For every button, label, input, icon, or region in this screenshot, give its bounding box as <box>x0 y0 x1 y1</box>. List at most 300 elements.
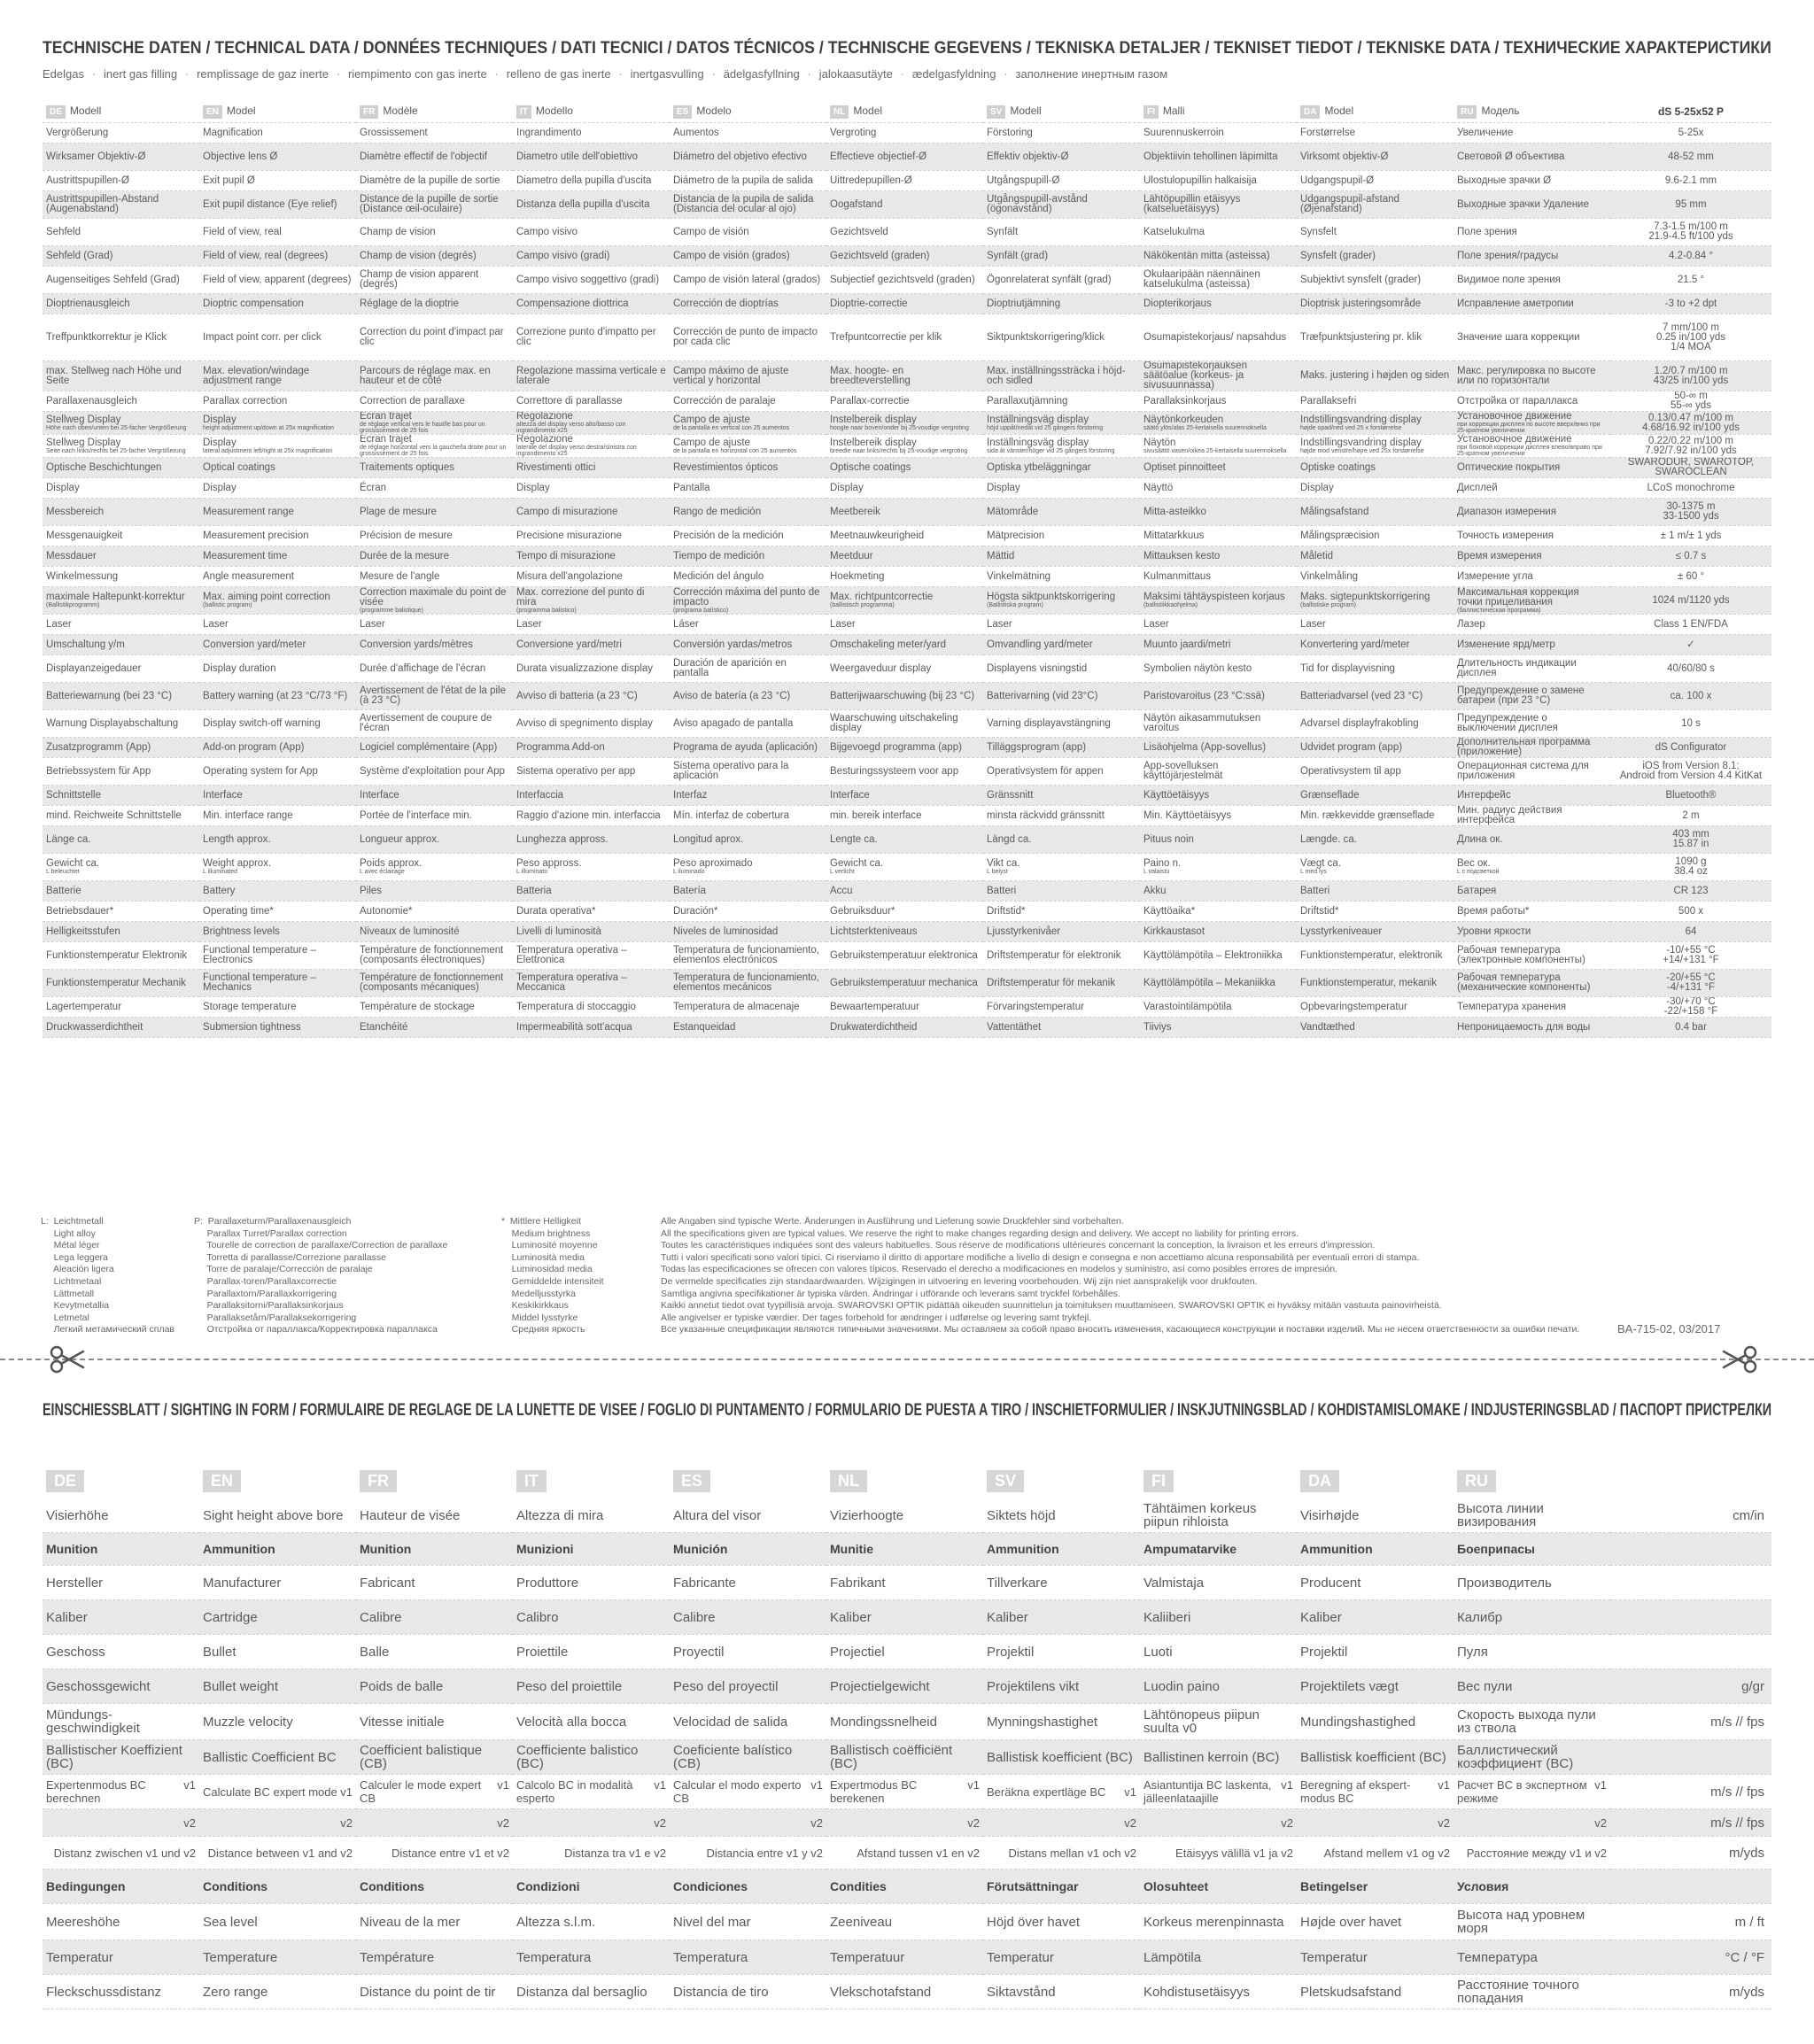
spec-label-cell <box>513 587 670 615</box>
header-cell <box>356 101 513 123</box>
spec-label-cell <box>513 1018 670 1038</box>
spec-label: Ögonrelaterat synfält (grad) <box>987 274 1112 285</box>
spec-label-cell <box>826 806 983 826</box>
form-label: Peso del proyectil <box>673 1678 779 1694</box>
spec-label-cell <box>983 942 1140 970</box>
spec-label-cell <box>826 123 983 143</box>
language-code-badge: DA <box>1300 1470 1339 1492</box>
spec-label: Dioptrienausgleich <box>46 298 130 309</box>
spec-value-cell <box>1610 499 1771 526</box>
form-label: Afstand mellem v1 og v2 <box>1323 1846 1450 1860</box>
spec-row <box>43 738 1771 758</box>
spec-label: Interface <box>360 789 399 801</box>
spec-label-cell <box>356 758 513 786</box>
spec-label-cell <box>1454 902 1610 922</box>
form-cell <box>199 1740 356 1775</box>
spec-label: Operativsystem för appen <box>987 765 1104 777</box>
spec-row <box>43 361 1771 391</box>
spec-label-cell <box>356 738 513 758</box>
spec-label-cell <box>356 567 513 587</box>
spec-label-cell <box>826 587 983 615</box>
spec-label-cell <box>199 391 356 412</box>
spec-label-cell <box>1297 219 1454 246</box>
form-cell <box>1140 1635 1297 1669</box>
form-label: Вес пули <box>1457 1678 1513 1694</box>
spec-value: 4.2-0.84 ° <box>1669 250 1713 261</box>
spec-label: Gezichtsveld <box>830 226 888 237</box>
spec-label-cell <box>43 478 199 499</box>
spec-label: Measurement range <box>203 506 294 517</box>
spec-label-cell <box>1454 219 1610 246</box>
spec-sublabel: L avec éclairage <box>360 869 405 875</box>
spec-label-cell <box>1454 881 1610 902</box>
spec-sublabel: (Ballistikprogramm) <box>46 602 100 608</box>
spec-label-cell <box>826 922 983 942</box>
spec-label: Utgångspupill-avstånd (ögonavstånd) <box>987 194 1088 214</box>
spec-label-cell <box>1454 854 1610 881</box>
spec-label: Helligkeitsstufen <box>46 925 120 937</box>
spec-label: Campo visivo (gradi) <box>516 250 610 261</box>
spec-label-cell <box>513 546 670 567</box>
language-code-badge: DE <box>46 105 66 119</box>
spec-label: Dioptriutjämning <box>987 298 1061 309</box>
spec-value: 403 mm 15.87 in <box>1672 829 1709 849</box>
velocity-tag: v1 <box>810 1778 823 1792</box>
spec-label-cell <box>43 710 199 738</box>
spec-label: Driftstemperatur för elektronik <box>987 949 1121 961</box>
spec-label-cell <box>983 587 1140 615</box>
spec-label: max. Stellweg nach Höhe und Seite <box>46 365 182 386</box>
spec-label-cell <box>356 412 513 435</box>
form-cell <box>1140 1740 1297 1775</box>
model-label: Model <box>1324 104 1354 117</box>
spec-label-cell <box>356 123 513 143</box>
form-label: Calcular el modo experto CB <box>673 1778 802 1805</box>
spec-label-cell <box>43 267 199 294</box>
spec-label-cell <box>43 587 199 615</box>
form-row <box>43 1704 1771 1740</box>
spec-value-cell <box>1610 171 1771 191</box>
form-cell <box>670 1775 826 1809</box>
velocity-tag: v2 <box>340 1816 353 1830</box>
spec-value: 10 s <box>1681 717 1701 729</box>
form-label: Distance between v1 and v2 <box>207 1846 353 1860</box>
form-cell <box>1297 1775 1454 1809</box>
spec-value: LCoS monochrome <box>1647 482 1735 493</box>
language-header-cell <box>983 1463 1140 1498</box>
spec-label: Storage temperature <box>203 1001 297 1012</box>
form-label: Meereshöhe <box>46 1914 120 1930</box>
spec-label-cell <box>1140 902 1297 922</box>
form-cell <box>983 1837 1140 1870</box>
spec-label-cell <box>1297 615 1454 635</box>
spec-label: Osumapistekorjauksen säätöalue (korkeus- ja sivusuunnassa) <box>1143 360 1247 391</box>
subtitle-item: ädelgasfyllning <box>723 67 800 81</box>
form-cell <box>199 1498 356 1533</box>
form-cell <box>1140 1566 1297 1600</box>
form-label: Geschossgewicht <box>46 1678 151 1694</box>
form-label: Conditions <box>203 1878 268 1893</box>
spec-sublabel: L valaistu <box>1143 869 1170 875</box>
spec-label-cell <box>513 361 670 391</box>
spec-label: Ulostulopupillin halkaisija <box>1143 174 1257 186</box>
form-cell <box>983 1669 1140 1704</box>
language-code-badge: NL <box>830 105 849 119</box>
spec-label-cell <box>670 1018 826 1038</box>
form-unit: m/s // fps <box>1710 1784 1764 1800</box>
form-label: Lämpötila <box>1143 1949 1202 1965</box>
form-label: Calibre <box>360 1609 402 1625</box>
spec-label: Рабочая температура (механические компоненты) <box>1457 972 1591 993</box>
spec-label: Akku <box>1143 885 1167 896</box>
spec-label: Выходные зрачки Удаление <box>1457 198 1589 210</box>
form-label: Producent <box>1300 1575 1361 1591</box>
form-cell <box>670 1904 826 1940</box>
spec-label-cell <box>826 942 983 970</box>
spec-label-cell <box>1140 997 1297 1018</box>
spec-label-cell <box>43 143 199 171</box>
spec-label-cell <box>356 902 513 922</box>
spec-label-cell <box>983 294 1140 314</box>
spec-value-cell <box>1610 361 1771 391</box>
spec-label-cell <box>43 970 199 997</box>
spec-value-cell <box>1610 655 1771 683</box>
spec-label-cell <box>199 655 356 683</box>
spec-row <box>43 635 1771 655</box>
spec-label: Pantalla <box>673 482 710 493</box>
form-unit-cell <box>1610 1775 1771 1809</box>
spec-label-cell <box>1297 738 1454 758</box>
spec-label: Max. elevation/windage adjustment range <box>203 365 310 386</box>
spec-label: Интерфейс <box>1457 789 1511 801</box>
language-header-cell <box>1454 1463 1610 1498</box>
spec-label-cell <box>1297 881 1454 902</box>
spec-label-cell <box>1454 458 1610 478</box>
spec-label: Temperatura di stoccaggio <box>516 1001 636 1012</box>
spec-label-cell <box>826 546 983 567</box>
form-label: Visierhöhe <box>46 1507 109 1523</box>
form-unit-cell <box>1610 1975 1771 2009</box>
spec-label-cell <box>513 655 670 683</box>
language-header-cell <box>1140 1463 1297 1498</box>
form-cell <box>670 1704 826 1740</box>
spec-label: Compensazione diottrica <box>516 298 629 309</box>
spec-label-cell <box>826 902 983 922</box>
spec-label-cell <box>1454 786 1610 806</box>
spec-label: Laser <box>203 618 229 630</box>
form-label: Geschoss <box>46 1644 105 1660</box>
spec-label: Stellweg Display <box>46 414 121 425</box>
spec-value-cell <box>1610 683 1771 710</box>
form-label: Fleckschussdistanz <box>46 1984 162 2000</box>
spec-sublabel: de la pantalla en horizontal con 25 aumentos <box>673 447 797 454</box>
spec-value-cell <box>1610 143 1771 171</box>
spec-label-cell <box>1297 361 1454 391</box>
spec-label-cell <box>43 294 199 314</box>
form-label: Projektil <box>1300 1644 1348 1660</box>
spec-label-cell <box>513 615 670 635</box>
form-cell <box>356 1669 513 1704</box>
spec-label-cell <box>983 970 1140 997</box>
spec-label-cell <box>826 615 983 635</box>
form-cell <box>356 1635 513 1669</box>
form-cell <box>356 1740 513 1775</box>
form-cell <box>1297 1975 1454 2009</box>
spec-label-cell <box>1454 970 1610 997</box>
form-label: Distance entre v1 et v2 <box>391 1846 509 1860</box>
model-label: Modèle <box>383 104 418 117</box>
spec-label-cell <box>1297 526 1454 546</box>
form-label: Beräkna expertläge BC <box>987 1785 1106 1799</box>
form-cell <box>826 1498 983 1533</box>
spec-value-cell <box>1610 435 1771 458</box>
spec-label-cell <box>1454 942 1610 970</box>
form-label: Расстояние между v1 и v2 <box>1466 1846 1607 1860</box>
spec-label: Niveles de luminosidad <box>673 925 779 937</box>
spec-label: Optiske coatings <box>1300 461 1376 473</box>
form-unit-cell <box>1610 1837 1771 1870</box>
spec-row <box>43 499 1771 526</box>
spec-label-cell <box>1140 267 1297 294</box>
header-cell <box>199 101 356 123</box>
spec-label: Réglage de la dioptrie <box>360 298 459 309</box>
form-cell <box>356 1809 513 1837</box>
form-cell <box>513 1669 670 1704</box>
form-label: Calcolo BC in modalità esperto <box>516 1778 633 1805</box>
spec-label-cell <box>1140 546 1297 567</box>
spec-label: Gebruikstemperatuur elektronica <box>830 949 978 961</box>
form-cell <box>826 1635 983 1669</box>
form-row <box>43 1904 1771 1940</box>
spec-label-cell <box>199 1018 356 1038</box>
form-cell <box>826 1940 983 1975</box>
spec-label-cell <box>199 526 356 546</box>
spec-label: Bewaartemperatuur <box>830 1001 919 1012</box>
spec-label: Synfält <box>987 226 1019 237</box>
form-label: Projectiel <box>830 1644 885 1660</box>
spec-sublabel: (ballistisch programma) <box>830 602 895 608</box>
form-cell <box>1297 1870 1454 1904</box>
velocity-tag: v2 <box>654 1816 666 1830</box>
spec-label: Поле зрения <box>1457 226 1517 237</box>
spec-label: minsta räckvidd gränssnitt <box>987 809 1105 821</box>
spec-label: Käyttölämpötila – Mekaniikka <box>1143 977 1275 988</box>
subtitle-separator: · <box>494 67 499 81</box>
form-label: Temperature <box>203 1949 278 1965</box>
form-cell <box>43 1635 199 1669</box>
spec-row <box>43 710 1771 738</box>
form-cell <box>1454 1940 1610 1975</box>
header-cell <box>1297 101 1454 123</box>
spec-label-cell <box>983 143 1140 171</box>
spec-label-cell <box>199 412 356 435</box>
form-cell <box>670 1740 826 1775</box>
spec-label: Mätområde <box>987 506 1039 517</box>
form-section-header <box>43 1870 1771 1904</box>
spec-value: ca. 100 x <box>1670 690 1712 701</box>
spec-label-cell <box>356 806 513 826</box>
form-label: Tillverkare <box>987 1575 1048 1591</box>
language-header-cell <box>356 1463 513 1498</box>
spec-label: Exit pupil Ø <box>203 174 255 186</box>
spec-label-cell <box>43 786 199 806</box>
spec-row <box>43 191 1771 219</box>
spec-sublabel: hoogte naar boven/onder bij 25-voudige vergroting <box>830 424 969 431</box>
spec-label: Batteriadvarsel (ved 23 °C) <box>1300 690 1423 701</box>
form-cell <box>826 1870 983 1904</box>
spec-label-cell <box>983 854 1140 881</box>
spec-label-cell <box>43 635 199 655</box>
spec-label-cell <box>199 758 356 786</box>
spec-value-cell <box>1610 567 1771 587</box>
spec-label: Förvaringstemperatur <box>987 1001 1084 1012</box>
spec-label: Exit pupil distance (Eye relief) <box>203 198 337 210</box>
spec-value: Bluetooth® <box>1665 789 1717 801</box>
spec-label: Sistema operativo para la aplicación <box>673 761 789 781</box>
form-cell <box>513 1533 670 1566</box>
spec-label-cell <box>43 922 199 942</box>
spec-label: Displayens visningstid <box>987 662 1088 674</box>
spec-label-cell <box>1140 499 1297 526</box>
spec-label: Programma Add-on <box>516 741 605 753</box>
form-label: Kaliber <box>987 1609 1028 1625</box>
spec-label-cell <box>513 635 670 655</box>
form-label: Kaliiberi <box>1143 1609 1191 1625</box>
spec-label-cell <box>983 458 1140 478</box>
spec-label-cell <box>356 826 513 854</box>
spec-label: Avertissement de l'état de la pile (à 23 °C) <box>360 685 506 706</box>
spec-label-cell <box>199 361 356 391</box>
spec-label: Batteri <box>1300 885 1330 896</box>
spec-label: Pituus noin <box>1143 833 1194 845</box>
spec-label: Winkelmessung <box>46 570 119 582</box>
form-label: Vizierhoogte <box>830 1507 904 1523</box>
form-label: Temperatura <box>516 1949 592 1965</box>
spec-label-cell <box>670 478 826 499</box>
spec-value: 95 mm <box>1675 198 1707 210</box>
spec-value: 48-52 mm <box>1668 151 1714 162</box>
spec-value-cell <box>1610 546 1771 567</box>
form-cell <box>670 1566 826 1600</box>
spec-label: Vattentäthet <box>987 1021 1042 1033</box>
spec-value-cell <box>1610 391 1771 412</box>
spec-label-cell <box>1297 806 1454 826</box>
spec-label: Vergroting <box>830 127 877 138</box>
spec-label-cell <box>43 499 199 526</box>
header-cell <box>826 101 983 123</box>
note-parallax: P: Parallaxeturm/Parallaxenausgleich Parallax Turret/Parallax correction Tourelle de correction de parallaxe/Correction de parallaxe Torretta di parallasse/Correzione parallasse Torre de paralaje/Corrección de paralaje Parallax-toren/Parallaxcorrectie Parallaxtorn/Parallaxkorrigering Parallaksitorni/Parallaksinkorjaus Parallaksetårn/Parallaksekorrigering Отстройка от параллакса/Корректировка параллакса <box>194 1216 448 1336</box>
form-unit: m/yds <box>1728 1984 1764 2000</box>
spec-label-cell <box>43 391 199 412</box>
spec-label-cell <box>199 710 356 738</box>
spec-label: Correzione punto d'impatto per clic <box>516 327 656 347</box>
spec-label-cell <box>356 635 513 655</box>
spec-label-cell <box>1297 435 1454 458</box>
spec-label-cell <box>670 881 826 902</box>
form-label: Ammunition <box>987 1541 1059 1556</box>
form-label: Coeficiente balístico (CB) <box>673 1743 793 1771</box>
spec-label-cell <box>1297 143 1454 171</box>
language-header-cell <box>513 1463 670 1498</box>
spec-label: Mittauksen kesto <box>1143 550 1221 561</box>
form-cell <box>1140 1837 1297 1870</box>
spec-row <box>43 997 1771 1018</box>
spec-label: Предупреждение о замене батареи (при 23 °C) <box>1457 685 1585 706</box>
spec-label-cell <box>199 970 356 997</box>
language-code-badge: FI <box>1143 105 1159 119</box>
form-label: Proiettile <box>516 1644 569 1660</box>
spec-value: 0.22/0.22 m/100 m 7.92/7.92 in/100 yds <box>1645 435 1737 456</box>
spec-label-cell <box>1454 758 1610 786</box>
spec-label-cell <box>1297 710 1454 738</box>
spec-label-cell <box>1297 391 1454 412</box>
form-cell <box>1140 1600 1297 1635</box>
subtitle-item: inert gas filling <box>103 67 178 81</box>
form-cell <box>826 1775 983 1809</box>
spec-label-cell <box>1297 546 1454 567</box>
form-label: Tähtäimen korkeus piipun rihloista <box>1143 1501 1257 1529</box>
form-cell <box>1140 1975 1297 2009</box>
spec-label-cell <box>670 587 826 615</box>
form-label: Калибр <box>1457 1609 1503 1625</box>
spec-label: Forstørrelse <box>1300 127 1355 138</box>
form-label: Manufacturer <box>203 1575 282 1591</box>
spec-sublabel: de la pantalla en vertical con 25 aumentos <box>673 424 790 431</box>
spec-sublabel: (баллистическая программа) <box>1457 607 1541 614</box>
form-cell <box>983 1498 1140 1533</box>
form-cell <box>1140 1533 1297 1566</box>
spec-label: Indstillingsvandring display <box>1300 437 1422 448</box>
form-cell <box>513 1870 670 1904</box>
spec-label-cell <box>670 758 826 786</box>
spec-label: Length approx. <box>203 833 271 845</box>
spec-label: Osumapistekorjaus/ napsahdus <box>1143 331 1287 343</box>
spec-label: Paino n. <box>1143 858 1182 869</box>
form-cell <box>199 1809 356 1837</box>
subtitle-item: inertgasvulling <box>630 67 704 81</box>
spec-sublabel: Höhe nach oben/unten bei 25-facher Vergrößerung <box>46 424 187 431</box>
spec-value: 40/60/80 s <box>1667 662 1715 674</box>
spec-label: Vikt ca. <box>987 858 1020 869</box>
spec-label-cell <box>513 294 670 314</box>
language-code-badge: NL <box>830 1470 867 1492</box>
spec-label-cell <box>826 267 983 294</box>
spec-label: Выходные зрачки Ø <box>1457 174 1552 186</box>
spec-label-cell <box>513 191 670 219</box>
spec-label-cell <box>983 412 1140 435</box>
spec-label-cell <box>513 526 670 546</box>
spec-label: Campo di misurazione <box>516 506 618 517</box>
spec-label-cell <box>513 786 670 806</box>
form-unit-cell <box>1610 1566 1771 1600</box>
spec-label: Значение шага коррекции <box>1457 331 1580 343</box>
spec-label: Parcours de réglage max. en hauteur et de côté <box>360 365 491 386</box>
velocity-tag: v1 <box>340 1785 353 1799</box>
spec-label: Gewicht ca. <box>830 858 884 869</box>
spec-label: Oogafstand <box>830 198 883 210</box>
form-label: Altezza di mira <box>516 1507 604 1523</box>
spec-label: Interfaccia <box>516 789 564 801</box>
spec-label-cell <box>826 826 983 854</box>
form-label: Mundingshastighed <box>1300 1714 1416 1730</box>
spec-row <box>43 655 1771 683</box>
sighting-form-table <box>43 1463 1771 2009</box>
spec-label-cell <box>199 587 356 615</box>
spec-label-cell <box>983 806 1140 826</box>
spec-value: 50-∞ m 55-∞ yds <box>1671 391 1711 411</box>
spec-label: Funktionstemperatur, elektronik <box>1300 949 1443 961</box>
spec-label: Målingsafstand <box>1300 506 1369 517</box>
